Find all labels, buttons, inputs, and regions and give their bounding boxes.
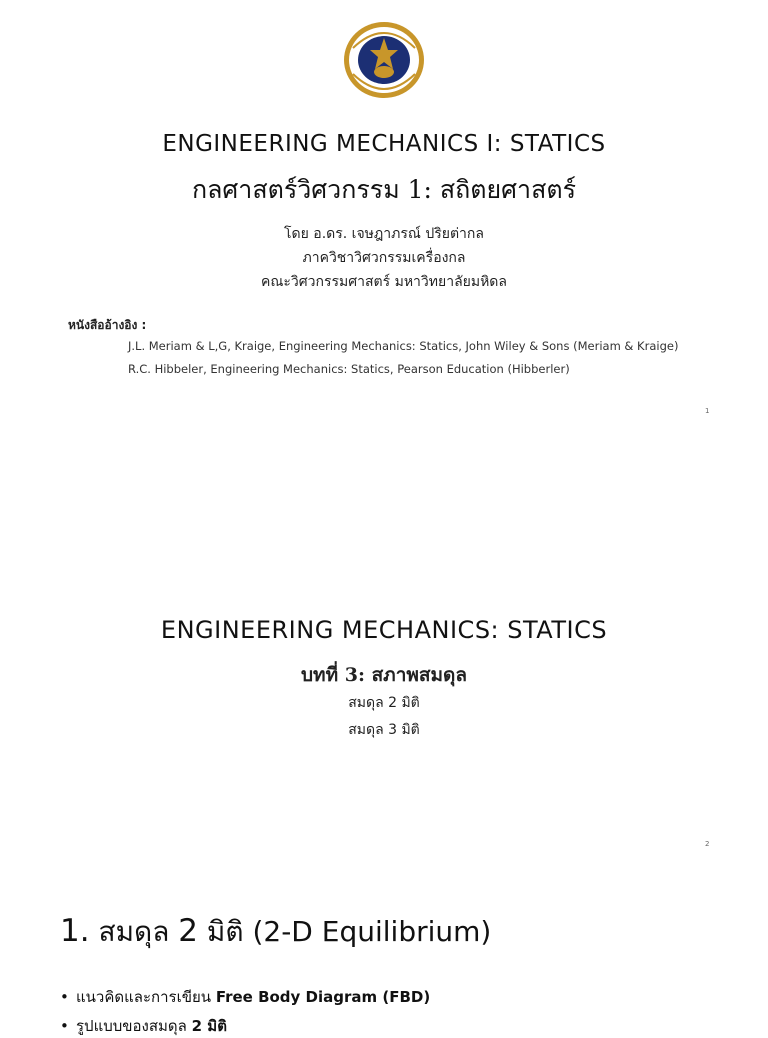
bullet-bold-text: Free Body Diagram (FBD) [215,988,431,1006]
page-number: 1 [705,407,710,415]
faculty-line: คณะวิศวกรรมศาสตร์ มหาวิทยาลัยมหิดล [261,274,507,290]
bullet-text: รูปแบบของสมดุล [76,1017,187,1035]
section-heading-thai: สมดุล [98,915,170,948]
section-dimension-number: 2 [178,913,199,949]
slide1-author-block [0,222,768,294]
university-seal-logo-icon [341,20,427,100]
author-line: โดย อ.ดร. เจษฎาภรณ์ ปริยต่ากล [284,226,484,242]
bullet-icon: • [60,1017,69,1035]
bullet-icon: • [60,988,69,1006]
bullet-item [60,1014,227,1038]
slide2-title: ENGINEERING MECHANICS: STATICS [160,616,608,644]
section-heading-thai-suffix: มิติ [206,915,244,948]
section-heading [60,910,491,954]
references-heading: หนังสืออ้างอิง : [68,318,147,332]
bullet-text: แนวคิดและการเขียน [76,988,212,1006]
chapter-topic-item: สมดุล 3 มิติ [348,722,420,738]
slide1-title: ENGINEERING MECHANICS I: STATICS [162,131,606,157]
department-line: ภาควิชาวิศวกรรมเครื่องกล [302,250,466,266]
section-number: 1. [60,913,90,949]
bullet-item [60,985,430,1009]
page-number: 2 [705,840,710,848]
reference-item: R.C. Hibbeler, Engineering Mechanics: Statics, Pearson Education (Hibberler) [128,362,570,376]
reference-item: J.L. Meriam & L,G, Kraige, Engineering Mechanics: Statics, John Wiley & Sons (Meriam & Kraige) [128,339,679,353]
chapter-title: บทที่ 3: สภาพสมดุล [301,664,467,686]
bullet-bold-text: 2 มิติ [191,1017,227,1035]
chapter-topic-item: สมดุล 2 มิติ [348,695,420,711]
slide1-thai-title: กลศาสตร์วิศวกรรม 1: สถิตยศาสตร์ [191,175,577,204]
section-heading-english: (2-D Equilibrium) [252,915,492,948]
